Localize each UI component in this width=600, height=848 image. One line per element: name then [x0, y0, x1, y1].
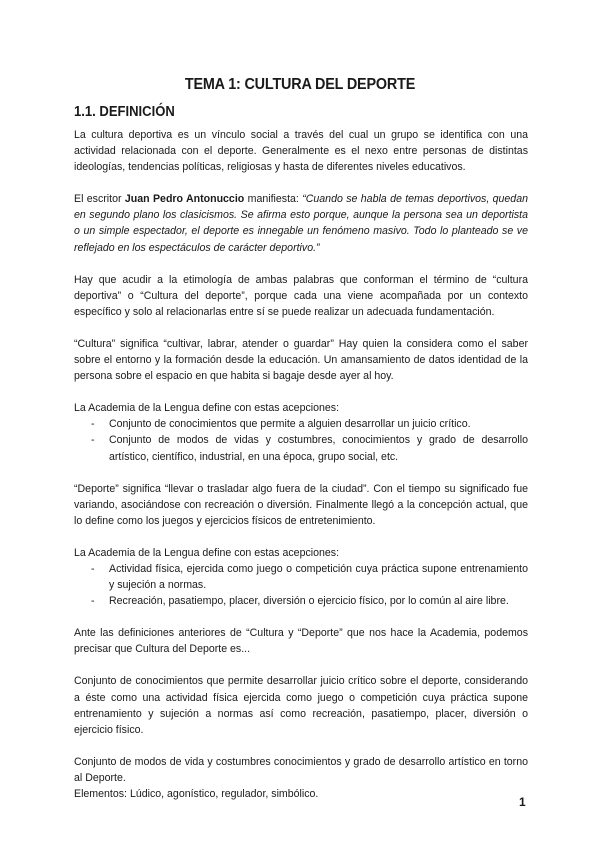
author-quote: “Cuando se habla de temas deportivos, quedan en segundo plano los clasicismos. Se afirma esto porque, aunque la persona sea un deportista o un simple espectador, el deporte es innegable un fenómeno masivo. Todo lo planteado se ve reflejado en los espectáculos de carácter deportivo.” [74, 193, 528, 254]
list-item-text: Actividad física, ejercida como juego o competición cuya práctica supone entrenamiento y sujeción a normas. [109, 562, 528, 592]
list-dash: - [91, 562, 95, 575]
paragraph-conjunto-conocimientos: Conjunto de conocimientos que permite desarrollar juicio crítico sobre el deporte, considerando a éste como una actividad física ejercida como juego o competición cuya práctica supone entrenamiento y sujeción a normas así como recreación, pasatiempo, placer, diversión o ejercicio físico. [74, 675, 528, 736]
list-item-text: Conjunto de conocimientos que permite a alguien desarrollar un juicio crítico. [109, 418, 471, 431]
page-number: 1 [519, 795, 526, 809]
list-item [74, 561, 528, 593]
paragraph-etimologia: Hay que acudir a la etimología de ambas palabras que conforman el término de “cultura deportiva” o “Cultura del deporte”, porque cada una viene acompañada por un contexto específico y solo al relacionarlas entre sí se puede realizar un adecuada fundamentación. [74, 273, 528, 318]
paragraph-conjunto-modos: Conjunto de modos de vida y costumbres conocimientos y grado de desarrollo artístico en torno al Deporte. [74, 755, 528, 784]
paragraph-deporte-significado: “Deporte” significa “llevar o trasladar algo fuera de la ciudad”. Con el tiempo su significado fue variando, asociándose con recreación o diversión. Finalmente llegó a la concepción actual, que lo define como los juegos y ejercicios físicos de entretenimiento. [74, 482, 528, 527]
paragraph-cultura-significado: “Cultura” significa “cultivar, labrar, atender o guardar” Hay quien la considera como el saber sobre el entorno y la formación desde la educación. Un amansamiento de datos identidad de la persona sobre el espacio en que habita si bagaje desde ayer al hoy. [74, 337, 528, 383]
list-item-text: Recreación, pasatiempo, placer, diversión o ejercicio físico, por lo común al aire libre. [109, 595, 509, 608]
paragraph-text: El escritor [74, 193, 125, 206]
paragraph-elementos: Elementos: Lúdico, agonístico, regulador, simbólico. [74, 788, 319, 800]
list-dash: - [91, 418, 95, 431]
list-item-text: Conjunto de modos de vidas y costumbres, conocimientos y grado de desarrollo artístico, científico, industrial, en una época, grupo social, etc. [109, 434, 528, 463]
author-name: Juan Pedro Antonuccio [124, 193, 245, 206]
list-cultura-acepciones [74, 416, 528, 464]
list-dash: - [91, 595, 95, 608]
paragraph-cultura-deportiva: La cultura deportiva es un vínculo social a través del cual un grupo se identifica con una actividad relacionada con el deporte. Generalmente es el nexo entre personas de distintas ideologías, tendencias políticas, religiosas y hasta de diferentes niveles educativos. [74, 129, 528, 174]
list-dash: - [91, 434, 95, 447]
paragraph-text: manifiesta: [244, 193, 303, 206]
section-heading: 1.1. DEFINICIÓN [74, 104, 175, 120]
document-body [74, 127, 528, 818]
list-deporte-acepciones [74, 561, 528, 609]
list-item [74, 416, 528, 432]
paragraph-academia-cultura: La Academia de la Lengua define con estas acepciones: [74, 402, 340, 415]
list-item [74, 432, 528, 464]
list-item [74, 593, 528, 609]
page-title: TEMA 1: CULTURA DEL DEPORTE [184, 76, 416, 93]
paragraph-academia-deporte: La Academia de la Lengua define con estas acepciones: [74, 546, 340, 559]
paragraph-definiciones-anteriores: Ante las definiciones anteriores de “Cultura y “Deporte” que nos hace la Academia, podemos precisar que Cultura del Deporte es... [74, 627, 528, 656]
paragraph-antonuccio [74, 191, 528, 255]
